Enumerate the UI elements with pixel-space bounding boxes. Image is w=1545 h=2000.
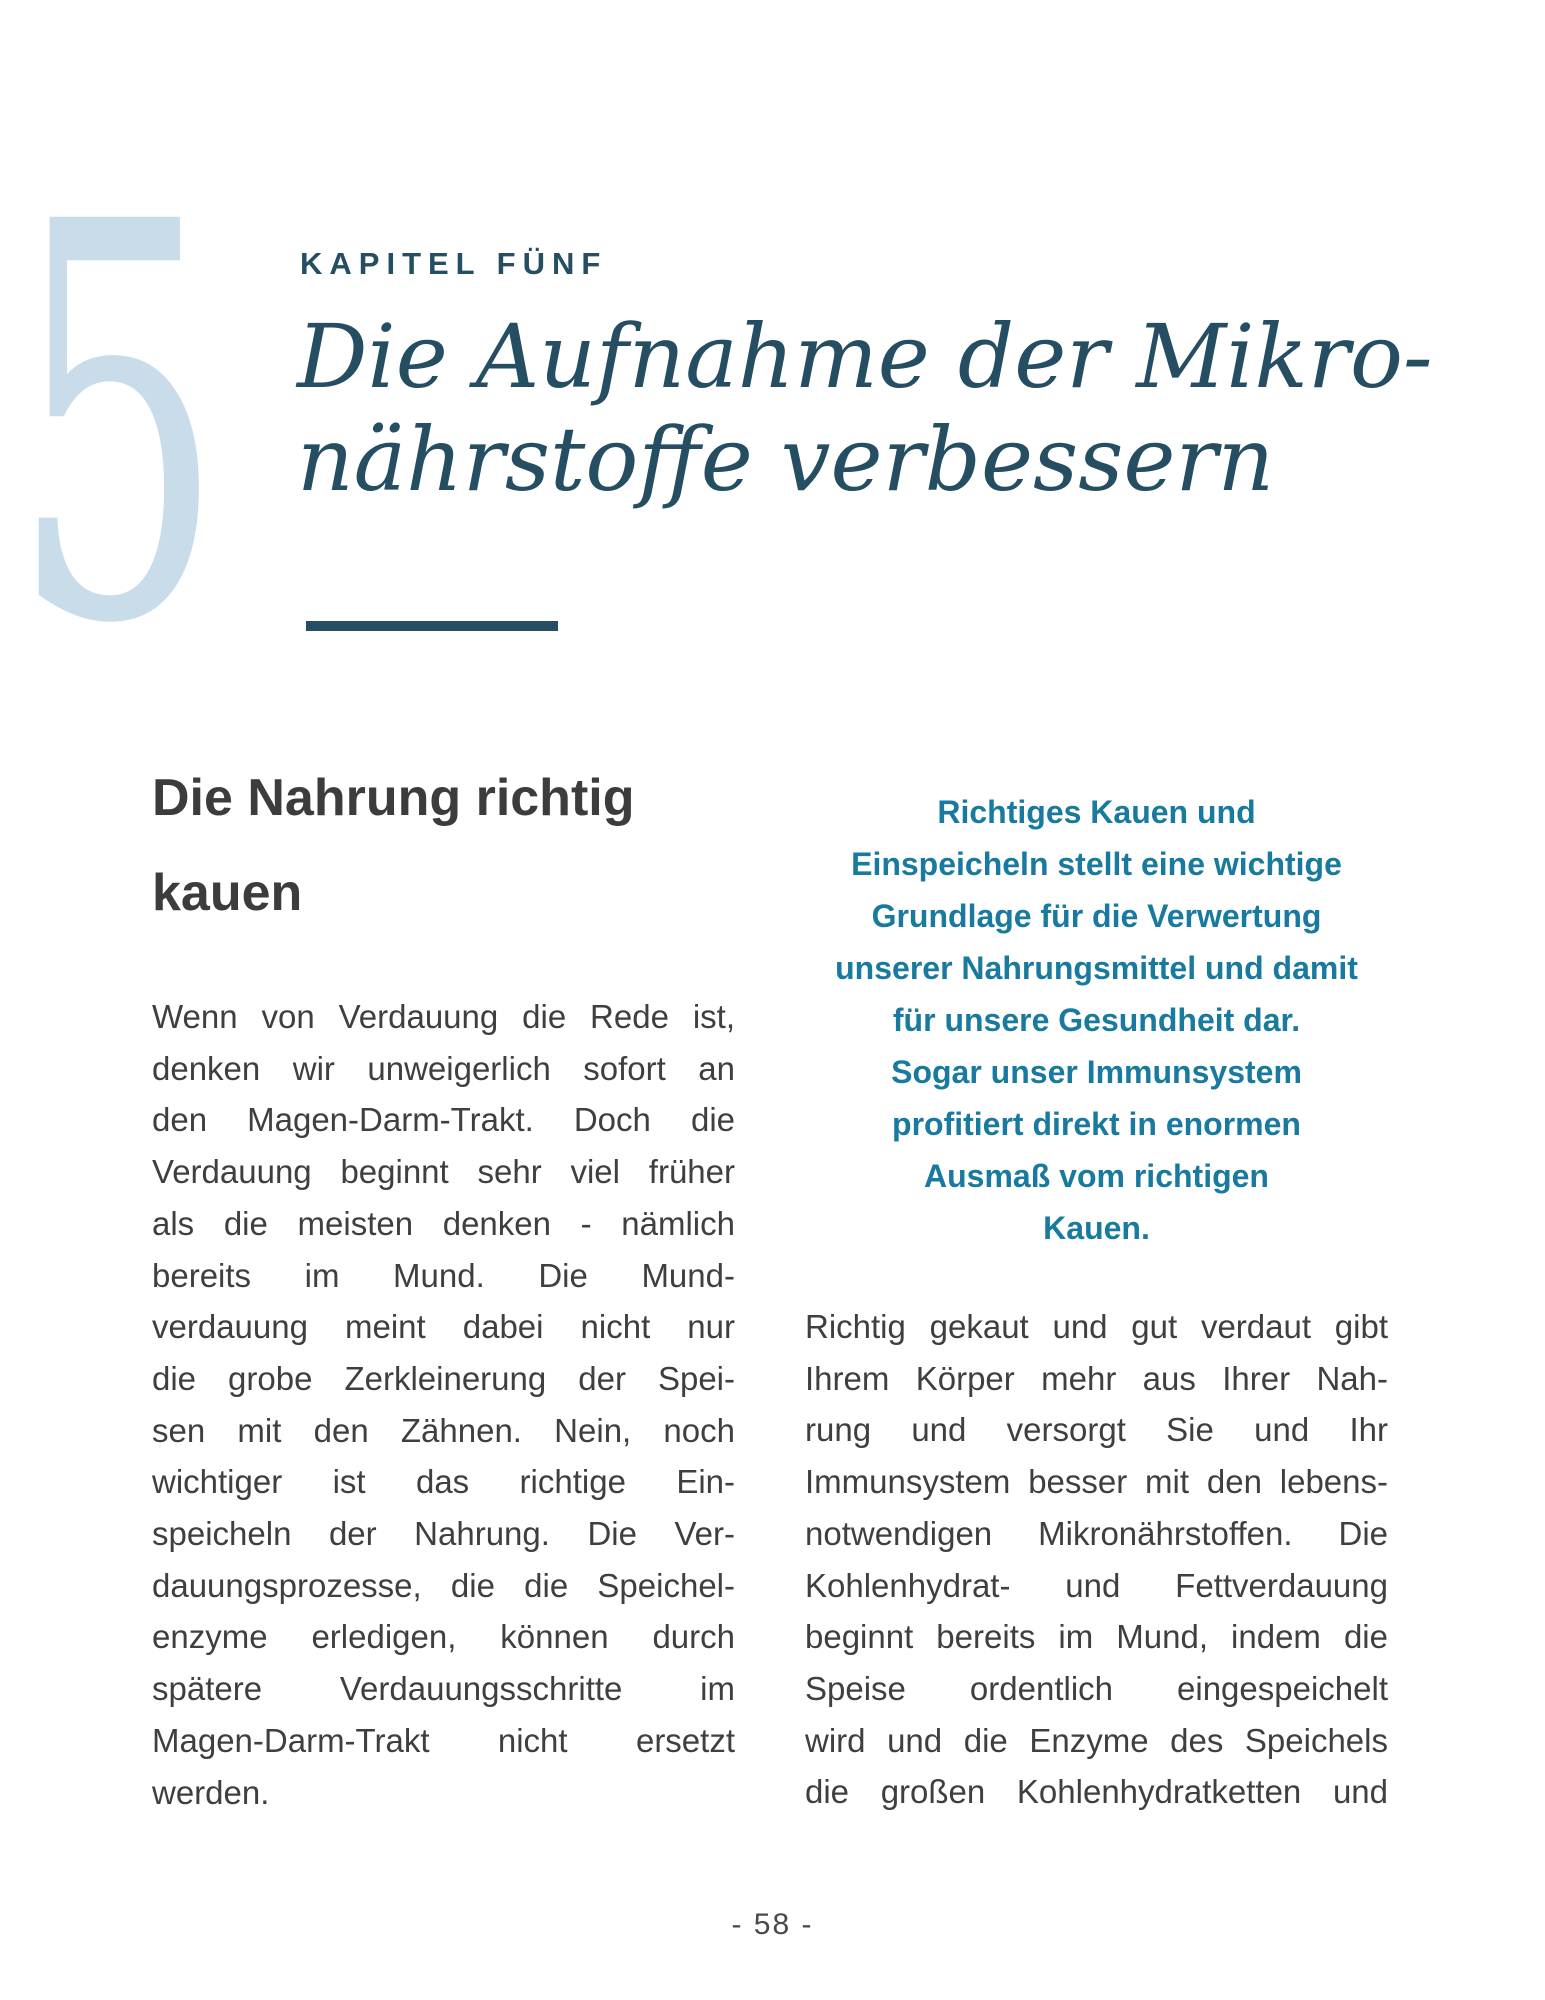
body-paragraph-right: Richtig gekaut und gut verdaut gibt Ihrem Körper mehr aus Ihrer Nah- rung und versorgt Sie und Ihr Immunsystem besser mit den lebens- notwendigen Mikronährstoffen. Die Kohlenhydrat- und Fettverdauung beginnt bereits im Mund, indem die Speise ordentlich eingespeichelt wird und die Enzyme des Speichels die großen Kohlenhydratketten und (805, 1308, 1388, 1811)
title-divider (306, 621, 558, 631)
highlight-callout: Richtiges Kauen und Einspeicheln stellt eine wichtige Grundlage für die Verwertung unserer Nahrungsmittel und damit für unsere Gesundheit dar. Sogar unser Immunsystem profitiert direkt in enormen Ausmaß vom richtigen Kauen. (835, 794, 1358, 1246)
chapter-numeral: 5 (10, 108, 225, 743)
body-paragraph-left: Wenn von Verdauung die Rede ist, denken wir unweigerlich sofort an den Magen-Darm-Trakt. Doch die Verdauung beginnt sehr viel früher als die meisten denken - nämlich bereits im Mund. Die Mund- verdauung meint dabei nicht nur die grobe Zerkleinerung der Spei- sen mit den Zähnen. Nein, noch wichtiger ist das richtige Ein- speicheln der Nahrung. Die Ver- dauungsprozesse, die die Speichel- enzyme erledigen, können durch spätere Verdauungsschritte im Magen-Darm-Trakt nicht ersetzt werden. (152, 998, 735, 1811)
page-number: - 58 - (731, 1908, 814, 1941)
chapter-kicker: KAPITEL FÜNF (300, 246, 608, 281)
chapter-title: Die Aufnahme der Mikro- nährstoffe verbessern (297, 305, 1433, 511)
section-heading: Die Nahrung richtig kauen (152, 769, 635, 922)
